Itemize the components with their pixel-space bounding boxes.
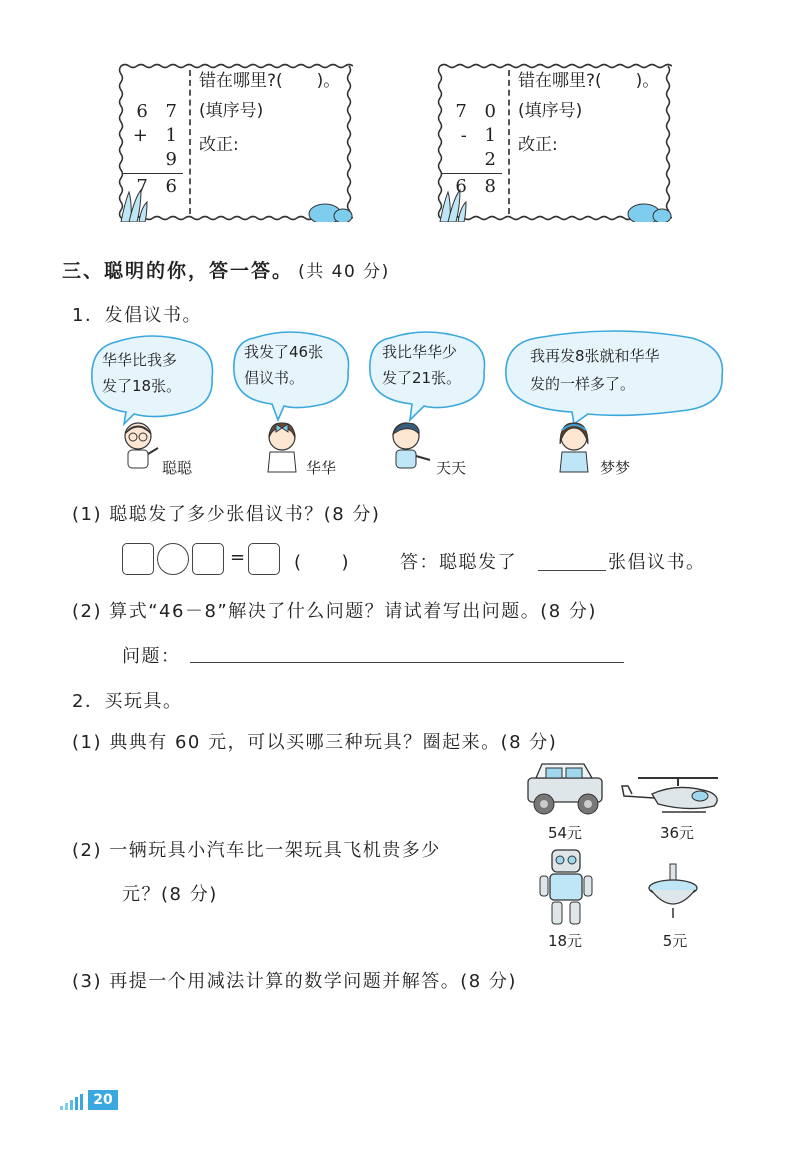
vertical-calculation [117,100,183,199]
fill-hint: (填序号) [199,101,264,121]
girl-with-bow-icon [262,420,302,478]
bubble-line: 倡议书。 [244,369,305,387]
helicopter-toy-icon [618,772,730,818]
fill-hint: (填序号) [518,101,583,121]
bubble-line: 发了21张。 [382,369,462,387]
unit-paren[interactable]: ( ) [294,552,351,573]
speech-bubble-mengmeng [500,330,728,426]
operand-with-operator: + 1 9 [132,125,183,170]
answer-circle-operator[interactable] [157,543,189,575]
answer-box-number[interactable] [192,543,224,575]
bubble-line: 华华比我多 [102,351,178,369]
bubble-line: 我再发8张就和华华 [530,347,660,365]
signal-bars-icon [60,1092,86,1110]
kid-name: 华华 [306,459,337,477]
speech-bubble-huahua [228,330,354,422]
section-header [62,256,390,283]
answer-box-number[interactable] [122,543,154,575]
answer-suffix: 张倡议书。 [608,552,706,573]
problem-2-question-3: (3) 再提一个用减法计算的数学问题并解答。(8 分) [72,971,517,992]
kid-name: 聪聪 [162,459,193,477]
problem-1-title: 1．发倡议书。 [72,305,202,326]
question-answer-line[interactable] [190,662,624,663]
robot-toy-icon [538,846,594,928]
operand: 6 7 [136,101,183,122]
difference-rule [442,173,502,174]
shell-icon [309,204,352,222]
bubble-line: 我比华华少 [382,343,458,361]
section-score: (共 40 分) [298,262,390,282]
toy-price: 18元 [547,932,583,950]
operand-with-operator: - 1 2 [460,125,502,170]
bubble-line: 发的一样多了。 [530,375,636,393]
result: 6 8 [455,176,502,197]
bubble-line: 我发了46张 [244,343,324,361]
toy-price: 54元 [547,824,583,842]
problem-2-title: 2．买玩具。 [72,691,183,712]
correction-label: 改正: [518,135,558,155]
boy-with-glasses-icon [118,420,162,476]
error-box-2 [436,62,672,222]
problem-2-question-1: (1) 典典有 60 元，可以买哪三种玩具？圈起来。(8 分) [72,732,558,753]
spinning-top-toy-icon [646,862,700,922]
speech-bubble-tiantian [364,330,490,422]
bubble-line: 发了18张。 [102,377,182,395]
toy-price: 36元 [659,824,695,842]
divider-line [189,70,191,214]
operand: 7 0 [455,101,502,122]
sum-rule [123,173,183,174]
answer-box-result[interactable] [248,543,280,575]
toy-price: 5元 [662,932,688,950]
error-box-1 [117,62,353,222]
speech-bubble-congcong [86,334,218,426]
section-title: 三、聪明的你，答一答。 [62,260,294,282]
car-toy-icon [522,760,608,820]
page-number: 20 [88,1090,118,1110]
equals-sign: = [230,547,247,568]
vertical-calculation [436,100,502,199]
kid-name: 天天 [436,459,467,477]
answer-blank[interactable] [538,570,606,571]
divider-line [508,70,510,214]
error-question: 错在哪里?( )。 [199,71,341,91]
error-question: 错在哪里?( )。 [518,71,660,91]
correction-label: 改正: [199,135,239,155]
question-label: 问题： [122,646,181,667]
shell-icon [628,204,671,222]
girl-with-headband-icon [554,420,594,476]
problem-1-question-1: (1) 聪聪发了多少张倡议书？(8 分) [72,504,381,525]
answer-prefix: 答：聪聪发了 [400,552,517,573]
result: 7 6 [136,176,183,197]
kid-name: 梦梦 [600,459,631,477]
problem-1-question-2: (2) 算式“46－8”解决了什么问题？请试着写出问题。(8 分) [72,601,597,622]
boy-waving-icon [386,420,434,476]
problem-2-question-2-line2: 元？(8 分) [122,884,218,905]
problem-2-question-2-line1: (2) 一辆玩具小汽车比一架玩具飞机贵多少 [72,840,441,861]
